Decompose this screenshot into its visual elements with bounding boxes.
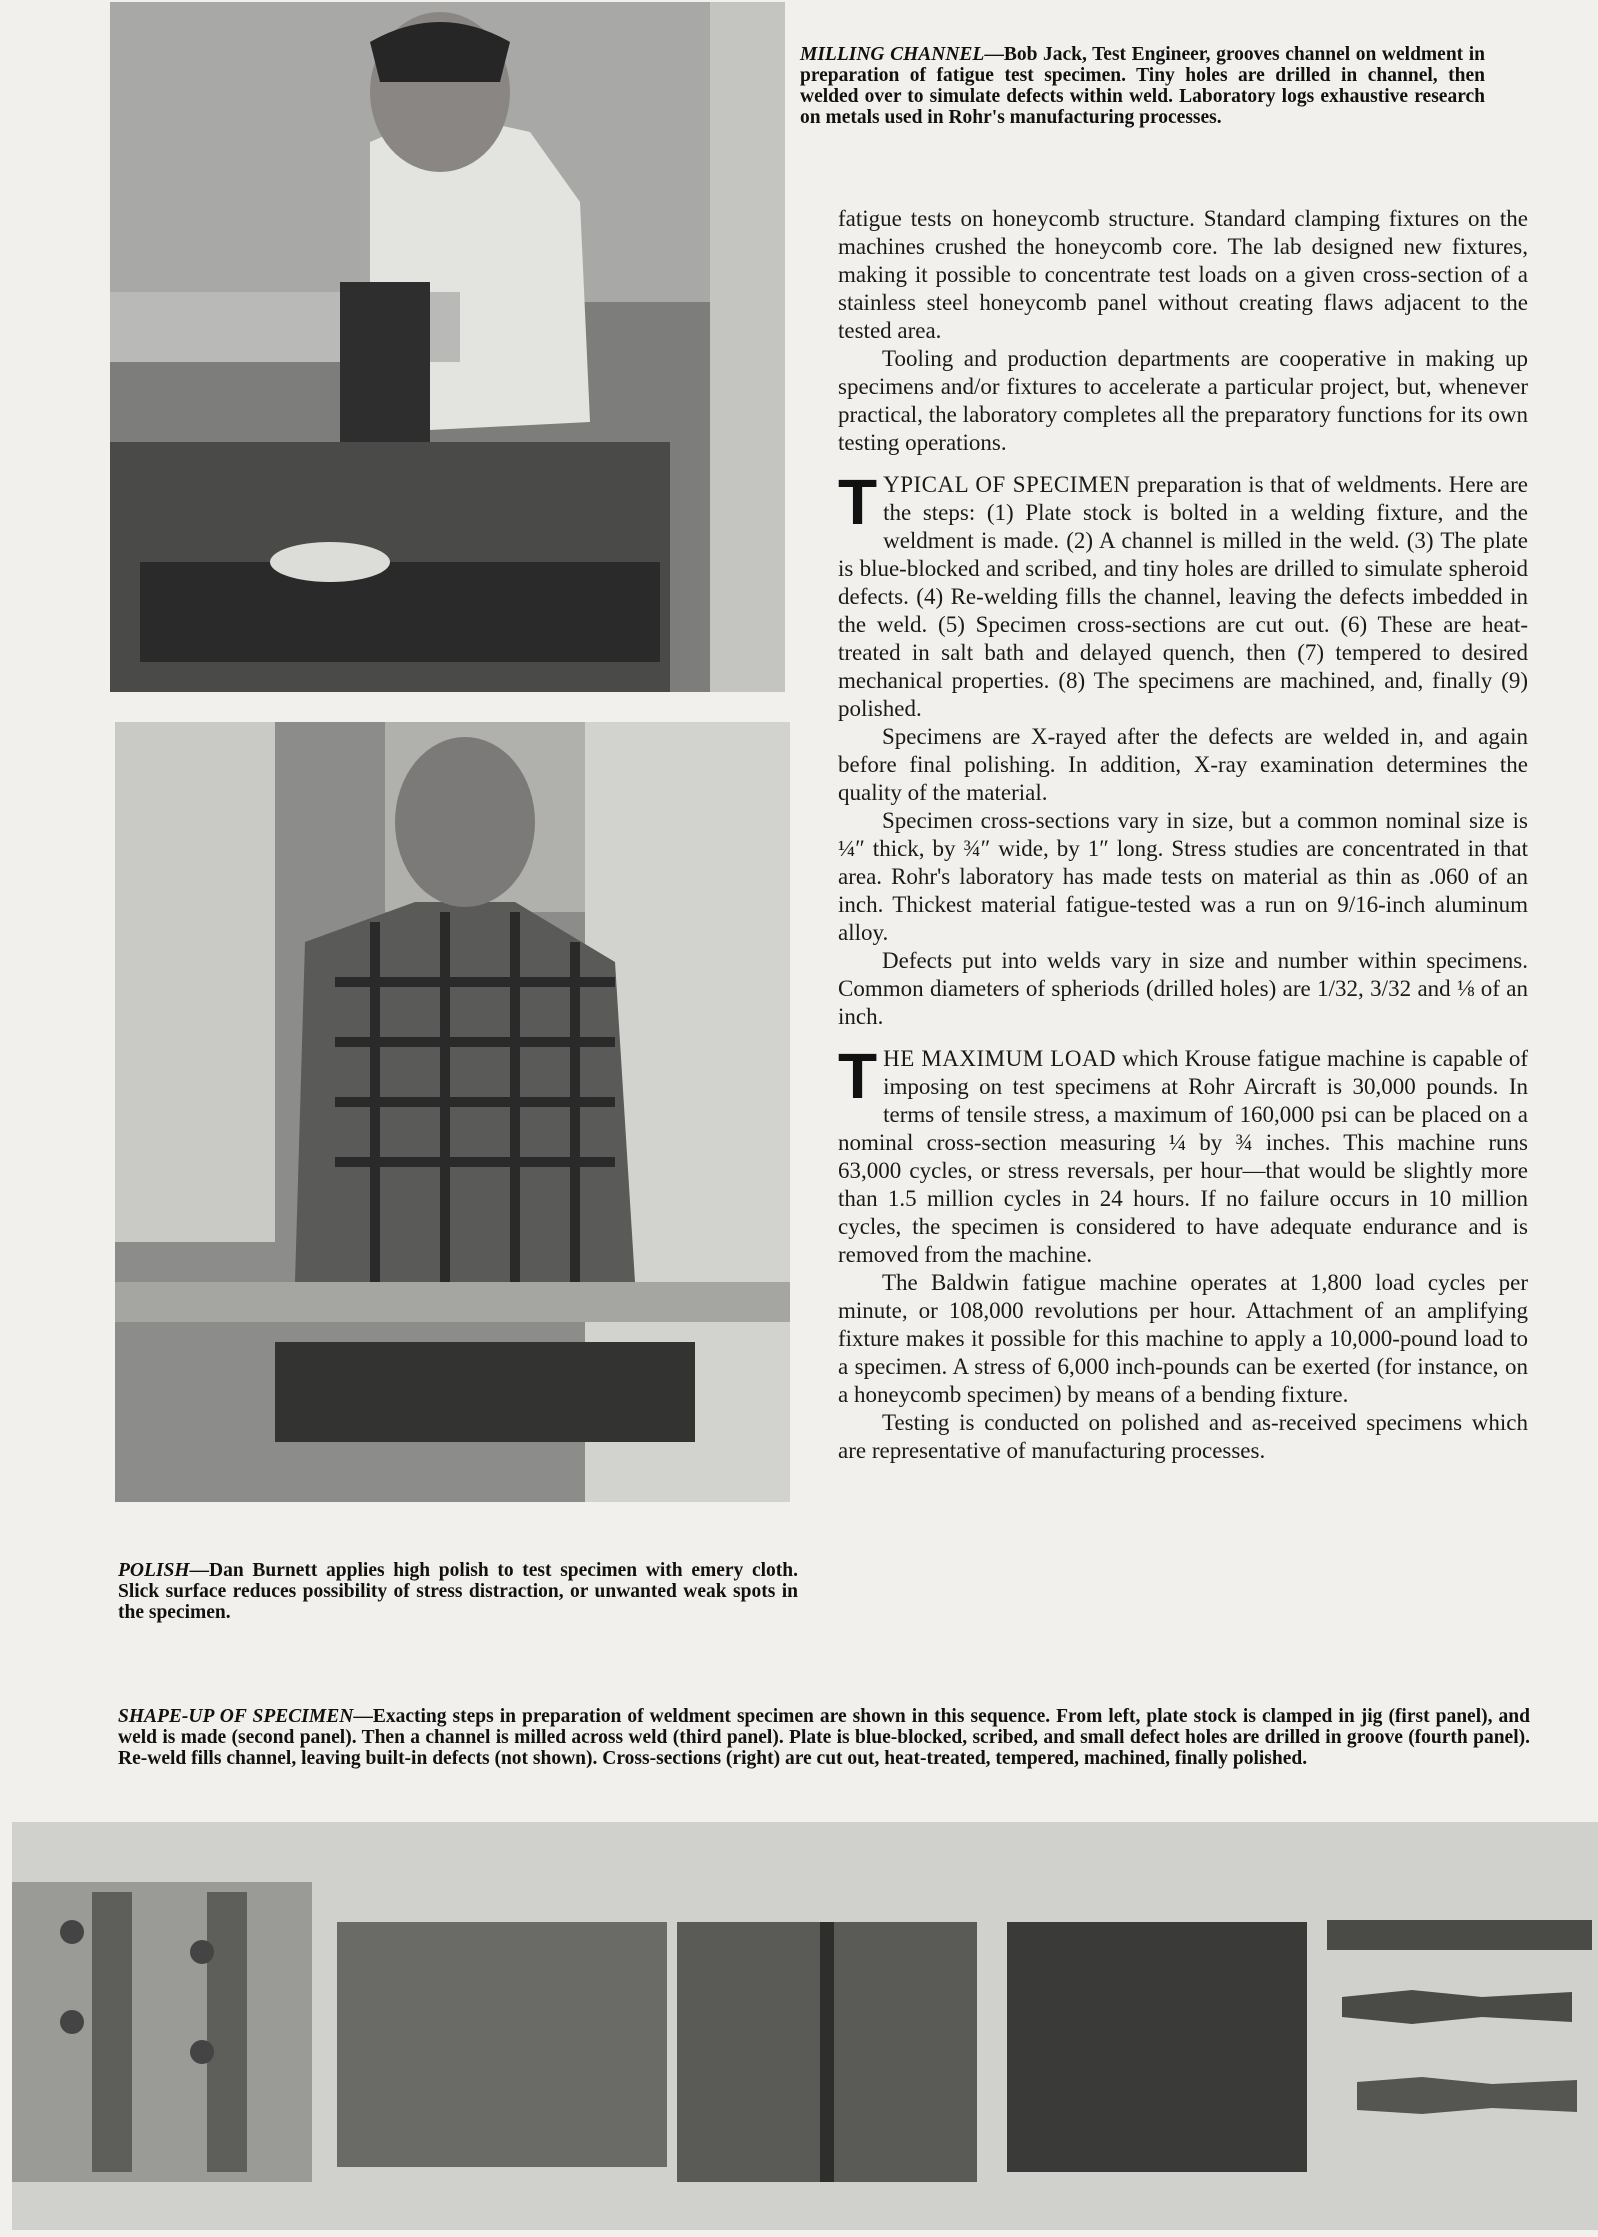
body-paragraph xyxy=(838,466,1528,723)
body-paragraph: Specimens are X-rayed after the defects are welded in, and again before final polishing. In addition, X-ray examination determines the quality of the material. xyxy=(838,724,1528,805)
paragraph-text: which Krouse fatigue machine is capable of imposing on test specimens at Rohr Aircraft is 30,000 pounds. In terms of tensile stress, a maximum of 160,000 psi can be placed on a nominal cross-section measuring ¼ by ¾ inches. This machine runs 63,000 cycles, or stress reversals, per hour—that would be slightly more than 1.5 million cycles in 24 hours. If no failure occurs in 10 million cycles, the specimen is considered to have adequate endurance and is removed from the machine. xyxy=(838,1046,1528,1267)
body-paragraph: Testing is conducted on polished and as-received specimens which are representative of manufacturing processes. xyxy=(838,1410,1528,1463)
milling-photo xyxy=(110,2,785,692)
polish-caption xyxy=(118,1560,798,1623)
caption-text: —Exacting steps in preparation of weldment specimen are shown in this sequence. From left, plate stock is clamped in jig (first panel), and weld is made (second panel). Then a channel is milled across weld (third panel). Plate is blue-blocked, scribed, and small defect holes are drilled in groove (fourth panel). Re-weld fills channel, leaving built-in defects (not shown). Cross-sections (right) are cut out, heat-treated, tempered, machined, finally polished. xyxy=(118,1706,1530,1769)
caption-text: —Bob Jack, Test Engineer, grooves channel on weldment in preparation of fatigue test specimen. Tiny holes are drilled in channel, then welded over to simulate defects within weld. Laboratory logs exhaustive research on metals used in Rohr's manufacturing processes. xyxy=(800,44,1485,128)
body-paragraph: Specimen cross-sections vary in size, but a common nominal size is ¼″ thick, by ¾″ wide, by 1″ long. Stress studies are concentrated in that area. Rohr's laboratory has made tests on material as thin as .060 of an inch. Thickest material fatigue-tested was a run on 9/16-inch aluminum alloy. xyxy=(838,808,1528,945)
specimen-sequence-photo xyxy=(12,1822,1598,2230)
drop-cap: T xyxy=(838,1040,878,1112)
drop-cap: T xyxy=(838,466,878,538)
section-lead: HE MAXIMUM LOAD xyxy=(883,1046,1117,1071)
body-paragraph: Defects put into welds vary in size and number within specimens. Common diameters of spheriods (drilled holes) are 1/32, 3/32 and ⅛ of an inch. xyxy=(838,948,1528,1029)
shapeup-caption xyxy=(118,1706,1530,1769)
body-paragraph: The Baldwin fatigue machine operates at 1,800 load cycles per minute, or 108,000 revolutions per hour. Attachment of an amplifying fixture makes it possible for this machine to apply a 10,000-pound load to a specimen. A stress of 6,000 inch-pounds can be exerted (for instance, on a honeycomb specimen) by means of a bending fixture. xyxy=(838,1270,1528,1407)
paragraph-text: preparation is that of weldments. Here are the steps: (1) Plate stock is bolted in a welding fixture, and the weldment is made. (2) A channel is milled in the weld. (3) The plate is blue-blocked and scribed, and tiny holes are drilled to simulate spheroid defects. (4) Re-welding fills the channel, leaving the defects imbedded in the weld. (5) Specimen cross-sections are cut out. (6) These are heat-treated in salt bath and delayed quench, then (7) tempered to desired mechanical properties. (8) The specimens are machined, and, finally (9) polished. xyxy=(838,472,1528,721)
body-paragraph: fatigue tests on honeycomb structure. Standard clamping fixtures on the machines crushed the honeycomb core. The lab designed new fixtures, making it possible to concentrate test loads on a given cross-section of a stainless steel honeycomb panel without creating flaws adjacent to the tested area. xyxy=(838,206,1528,343)
caption-lead: SHAPE-UP OF SPECIMEN xyxy=(118,1706,354,1727)
caption-lead: POLISH xyxy=(118,1560,190,1581)
article-body xyxy=(838,205,1528,1465)
section-lead: YPICAL OF SPECIMEN xyxy=(883,472,1131,497)
polish-photo xyxy=(115,722,790,1502)
caption-text: —Dan Burnett applies high polish to test specimen with emery cloth. Slick surface reduces possibility of stress distraction, or unwanted weak spots in the specimen. xyxy=(118,1560,798,1623)
body-paragraph: Tooling and production departments are cooperative in making up specimens and/or fixtures to accelerate a particular project, but, whenever practical, the laboratory completes all the preparatory functions for its own testing operations. xyxy=(838,346,1528,455)
milling-caption xyxy=(800,44,1485,128)
caption-lead: MILLING CHANNEL xyxy=(800,44,985,65)
body-paragraph xyxy=(838,1040,1528,1269)
